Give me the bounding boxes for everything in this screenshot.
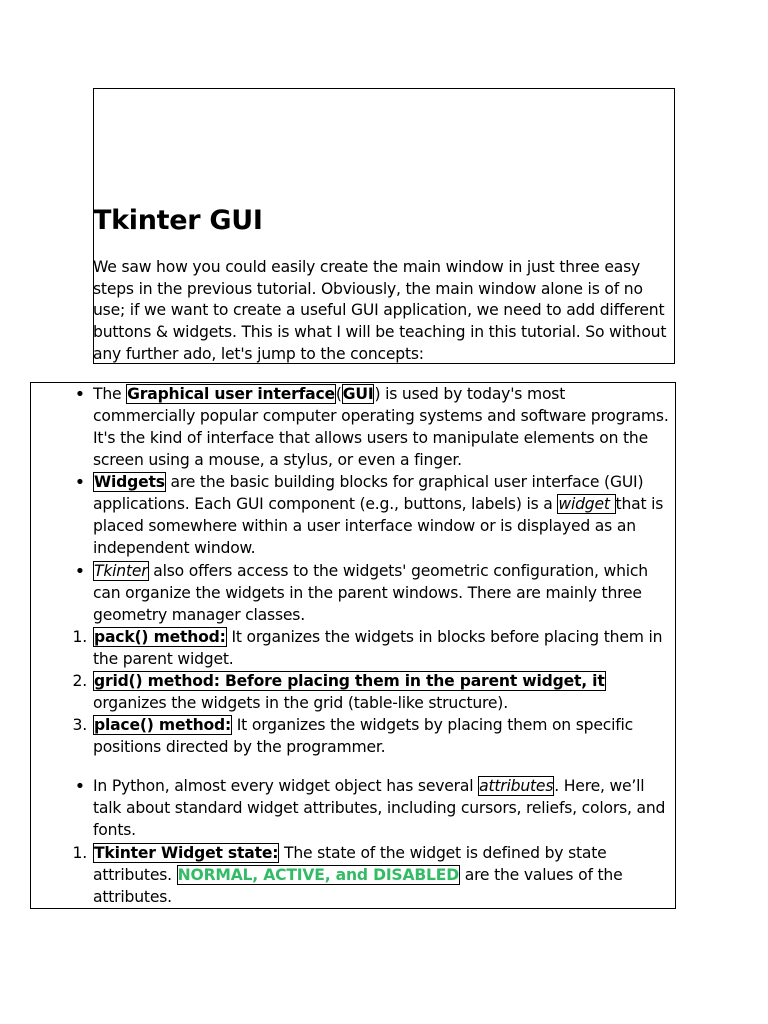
text: The state of the widget is defined by state attributes. <box>93 844 607 885</box>
bullet-icon: • <box>74 561 85 582</box>
text: ) is used by today's most commercially popular computer operating systems and software programs. It's the kind of interface that allows users to manipulate elements on the screen using a mouse, a stylus, or even a finger. <box>93 385 669 470</box>
numbered-item-widget-state <box>72 842 671 908</box>
text: . Here, we’ll talk about standard widget attributes, including cursors, reliefs, colors, and fonts. <box>93 777 666 840</box>
text: organizes the widgets in the grid (table-like structure). <box>93 694 508 713</box>
page-title: Tkinter GUI <box>93 205 263 236</box>
list-number: 2. <box>72 672 87 690</box>
em-tkinter: Tkinter <box>94 562 148 580</box>
text: It organizes the widgets by placing them on specific positions directed by the programmer. <box>93 716 634 757</box>
numbered-item-grid <box>72 670 671 714</box>
text: are the basic building blocks for graphical user interface (GUI) applications. Each GUI component (e.g., buttons, labels) is a <box>93 473 644 514</box>
list-item-widgets <box>74 471 671 559</box>
list-item-gui <box>74 383 671 471</box>
numbered-item-pack <box>72 626 671 670</box>
term-widgets: Widgets <box>94 473 165 491</box>
list-item-tkinter <box>74 560 671 626</box>
text: are the values of the attributes. <box>93 866 623 907</box>
em-widget: widget <box>558 495 615 514</box>
term-gui: Graphical user interface <box>127 385 335 403</box>
text: ( <box>335 385 342 403</box>
list-number: 1. <box>72 844 87 862</box>
text: The <box>93 385 127 403</box>
abbr-gui: GUI <box>342 385 374 403</box>
numbered-item-place <box>72 714 671 758</box>
bullet-icon: • <box>74 776 85 797</box>
text: that is placed somewhere within a user interface window or is displayed as an independent window. <box>93 495 664 558</box>
text: It organizes the widgets in blocks before placing them in the parent widget. <box>93 628 663 669</box>
list-number: 1. <box>72 628 87 646</box>
term-widget-state: Tkinter Widget state: <box>94 844 279 862</box>
bullet-icon: • <box>74 472 85 493</box>
list-item-attributes <box>74 775 671 841</box>
text: In Python, almost every widget object has several <box>93 777 479 795</box>
intro-paragraph: We saw how you could easily create the main window in just three easy steps in the previous tutorial. Obviously, the main window alone is of no use; if we want to create a useful GUI application, we need to add different buttons & widgets. This is what I will be teaching in this tutorial. So without any further ado, let's jump to the concepts: <box>93 258 667 363</box>
em-attributes: attributes <box>479 777 554 795</box>
bullet-icon: • <box>74 384 85 405</box>
list-number: 3. <box>72 716 87 734</box>
term-place: place() method: <box>94 716 232 734</box>
term-grid: grid() method: Before placing them in the parent widget, it <box>94 672 605 690</box>
text: also offers access to the widgets' geometric configuration, which can organize the widgets in the parent windows. There are mainly three geometry manager classes. <box>93 562 648 625</box>
term-pack: pack() method: <box>94 628 226 646</box>
state-values: NORMAL, ACTIVE, and DISABLED <box>177 866 459 885</box>
